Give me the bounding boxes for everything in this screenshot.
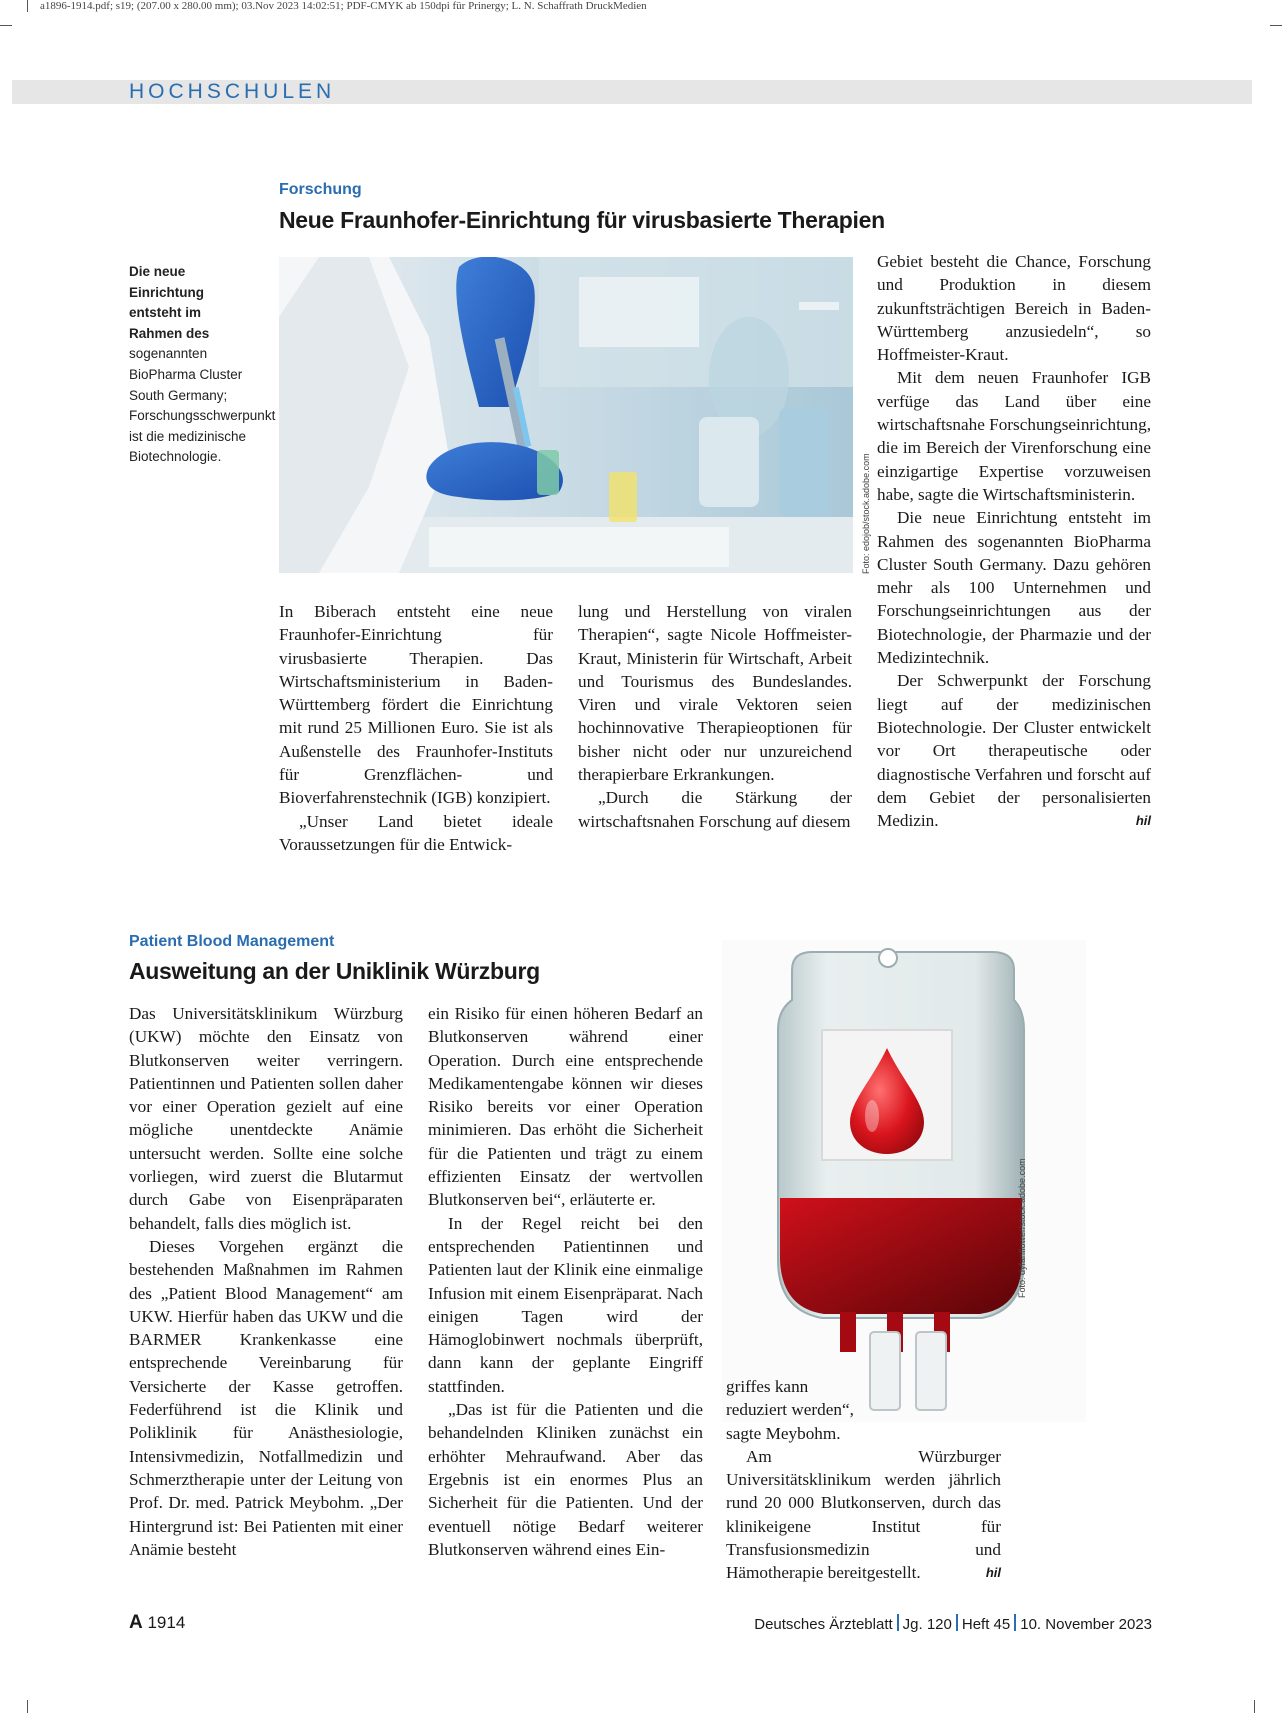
photo-credit: Foto: edojob/stock.adobe.com [861,453,871,574]
separator [1014,1614,1016,1631]
crop-mark [1270,25,1282,26]
journal-info [754,1614,1152,1633]
article1-column-3 [877,250,1151,832]
paragraph: lung und Herstellung von viralen Therapien“, sagte Nicole Hoffmeister-Kraut, Ministerin für Wirtschaft, Arbeit und Tourismus des Bundeslandes. Viren und virale Vektoren seien hochinnovative Therapieoptionen für bisher nicht oder nur unzureichend therapierbare Erkrankungen. [578,602,852,785]
article1-column-2 [578,600,852,833]
paragraph: Gebiet besteht die Chance, Forschung und Produktion in diesem zukunftsträchtigen Bereich in Baden-Württemberg anzusiedeln“, so Hoffmeister-Kraut. [877,252,1151,365]
article1-margin-note [129,262,276,468]
crop-mark [1254,1700,1255,1713]
paragraph: „Durch die Stärkung der wirtschaftsnahen Forschung auf diesem [578,788,852,831]
author-signature: hil [1135,813,1151,829]
crop-mark [27,0,28,12]
paragraph: Mit dem neuen Fraunhofer IGB verfüge das Land über eine wirtschaftsnahe Forschungseinrichtung, die im Bereich der Virenforschung eine einzigartige Expertise vorzuweisen habe, sagte die Wirtschaftsministerin. [877,368,1151,504]
paragraph: In der Regel reicht bei den entsprechenden Patientinnen und Patienten laut der Klinik eine einmalige Infusion mit einem Eisenpräparat. Nach einigen Tagen wird der Hämoglobinwert nochmals überprüft, dann kann der geplante Eingriff stattfinden. [428,1213,703,1396]
lab-scene-image [279,257,853,573]
article1-headline: Neue Fraunhofer-Einrichtung für virusbasierte Therapien [279,207,885,233]
margin-note-text: sogenannten BioPharma Cluster South Germany; Forschungsschwerpunkt ist die medizinische Biotechnologie. [129,346,276,465]
article2-headline: Ausweitung an der Uniklinik Würzburg [129,958,540,984]
journal-issue: Heft 45 [961,1616,1011,1633]
article2-kicker: Patient Blood Management [129,933,335,950]
paragraph: griffes kann reduziert werden“, sagte Meybohm. [726,1377,854,1443]
author-signature: hil [985,1565,1001,1581]
paragraph: ein Risiko für einen höheren Bedarf an Blutkonserven während einer Operation. Durch eine entsprechende Medikamentengabe können wir dieses Risiko bereits vor einer Operation minimieren. Das erhöht die Sicherheit für die Patienten und trägt zu einem effizienten Einsatz der wertvollen Blutkonserven bei“, erläuterte er. [428,1004,703,1210]
page-number-value: 1914 [147,1613,186,1632]
photo-credit: Foto: dyfanflower/stock.adobe.com [1017,1158,1027,1298]
paragraph: „Unser Land bietet ideale Voraussetzungen für die Entwick- [279,811,553,854]
paragraph: „Das ist für die Patienten und die behandelnden Kliniken zunächst ein erhöhter Mehraufwand. Aber das Ergebnis ist ein enormes Plus an Sicherheit für die Patienten. Und der eventuell nötige Bedarf weiterer Blutkonserven während eines Ein- [428,1400,703,1559]
paragraph-text: Der Schwerpunkt der Forschung liegt auf der medizinischen Biotechnologie. Der Cluster entwickelt vor Ort therapeutische oder diagnostische Verfahren und forscht auf dem Gebiet der personalisierten Medizin. [877,671,1151,831]
lab-photo [279,257,853,573]
page-prefix: A [129,1612,143,1633]
blood-bag-image [722,940,1086,1422]
paragraph: In Biberach entsteht eine neue Fraunhofer-Einrichtung für virusbasierte Therapien. Das Wirtschaftsministerium in Baden-Württemberg fördert die Einrichtung mit rund 25 Millionen Euro. Sie ist als Außenstelle des Fraunhofer-Instituts für Grenzflächen- und Bioverfahrenstechnik (IGB) konzipiert. [279,602,553,808]
paragraph: Dieses Vorgehen ergänzt die bestehenden Maßnahmen im Rahmen des „Patient Blood Management“ am UKW. Hierfür haben das UKW und die BARMER Krankenkasse eine entsprechende Vereinbarung für Versicherte der Kasse getroffen. Federführend ist die Klinik und Poliklinik für Anästhesiologie, Intensivmedizin, Notfallmedizin und Schmerztherapie unter der Leitung von Prof. Dr. med. Patrick Meybohm. „Der Hintergrund ist: Bei Patienten mit einer Anämie besteht [129,1236,403,1559]
crop-mark [27,1700,28,1713]
paragraph-text: Am Würzburger Universitätsklinikum werden jährlich rund 20 000 Blutkonserven, durch das klinikeigene Institut für Transfusionsmedizin und Hämotherapie bereitgestellt. [726,1446,1001,1583]
article2-column-1 [129,1002,403,1561]
separator [897,1614,899,1631]
paragraph: Die neue Einrichtung entsteht im Rahmen des sogenannten BioPharma Cluster South Germany. Dazu gehören mehr als 100 Unternehmen und Forschungseinrichtungen aus der Biotechnologie, der Pharmazie und der Medizintechnik. [877,508,1151,668]
section-label: HOCHSCHULEN [129,80,336,103]
print-metadata-line: a1896-1914.pdf; s19; (207.00 x 280.00 mm); 03.Nov 2023 14:02:51; PDF-CMYK ab 150dpi für Prinergy; L. N. Schaffrath DruckMedien [40,0,647,12]
separator [956,1614,958,1631]
paragraph [877,669,1151,832]
journal-date: 10. November 2023 [1020,1616,1152,1633]
page-number [129,1612,185,1634]
article2-column-2 [428,1002,703,1561]
article1-column-1 [279,600,553,856]
paragraph [726,1445,1001,1585]
crop-mark [0,25,12,26]
margin-note-lead: Die neue Einrichtung entsteht im Rahmen des [129,264,210,341]
article1-kicker: Forschung [279,181,362,198]
journal-name: Deutsches Ärzteblatt [754,1616,893,1633]
paragraph: Das Universitätsklinikum Würzburg (UKW) möchte den Einsatz von Blutkonserven weiter verringern. Patientinnen und Patienten sollen daher vor einer Operation gezielt auf eine mögliche unentdeckte Anämie untersucht werden. Sollte eine solche vorliegen, wird zuerst die Blutarmut durch Gabe von Eisenpräparaten behandelt, falls dies möglich ist. [129,1004,403,1233]
blood-bag-illustration [722,940,1086,1422]
article2-column-3 [726,1375,1001,1585]
journal-volume: Jg. 120 [902,1616,952,1633]
